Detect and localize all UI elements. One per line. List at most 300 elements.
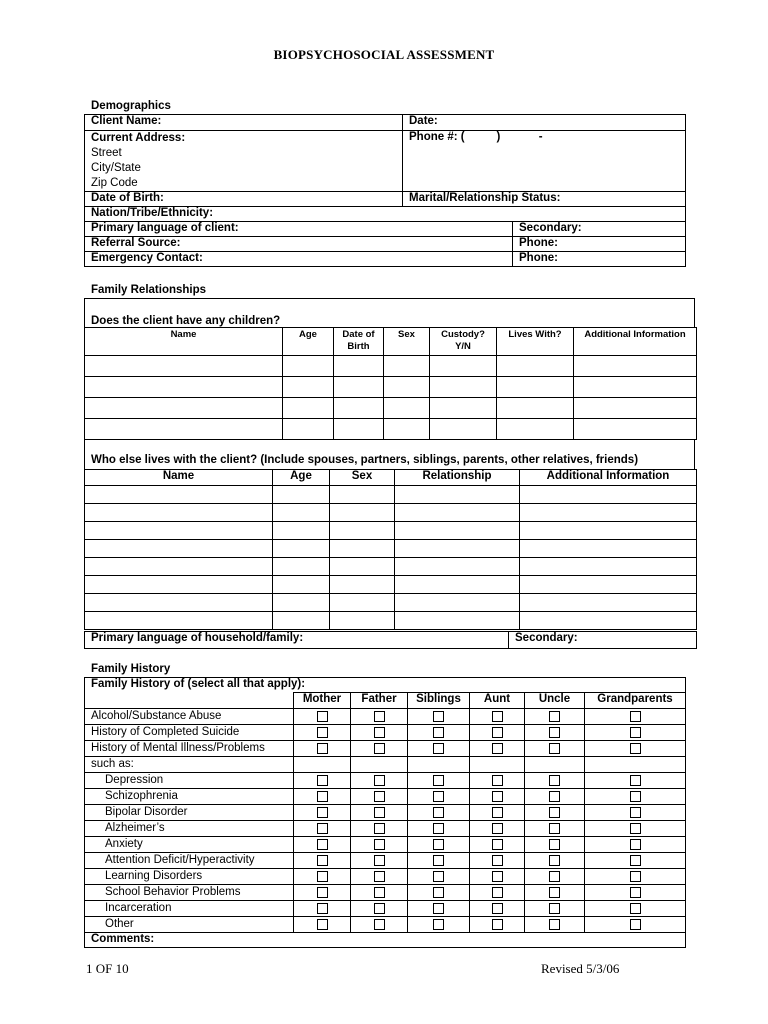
- checkbox[interactable]: [433, 807, 444, 818]
- checkbox[interactable]: [317, 903, 328, 914]
- children-cell[interactable]: [334, 356, 384, 377]
- checkbox[interactable]: [374, 871, 385, 882]
- household-cell[interactable]: [395, 540, 520, 558]
- checkbox[interactable]: [630, 855, 641, 866]
- children-row: [85, 419, 697, 440]
- client-name-field[interactable]: Client Name:: [85, 115, 403, 131]
- history-cell: [585, 805, 686, 821]
- checkbox[interactable]: [630, 743, 641, 754]
- checkbox[interactable]: [317, 775, 328, 786]
- checkbox[interactable]: [317, 871, 328, 882]
- history-cell: [585, 789, 686, 805]
- history-cell: [470, 837, 525, 853]
- date-of-birth-field[interactable]: Date of Birth:: [85, 192, 403, 207]
- household-cell[interactable]: [330, 576, 395, 594]
- history-row-label: History of Mental Illness/Problems: [85, 741, 294, 757]
- children-col-age: Age: [283, 328, 334, 356]
- checkbox[interactable]: [492, 855, 503, 866]
- children-cell[interactable]: [334, 419, 384, 440]
- checkbox[interactable]: [630, 839, 641, 850]
- household-row: [85, 612, 697, 630]
- others-col-sex: Sex: [330, 470, 395, 486]
- history-row: [85, 757, 686, 773]
- history-cell: [525, 741, 585, 757]
- checkbox[interactable]: [374, 919, 385, 930]
- household-cell[interactable]: [273, 486, 330, 504]
- checkbox[interactable]: [549, 743, 560, 754]
- household-cell[interactable]: [330, 486, 395, 504]
- history-cell: [585, 885, 686, 901]
- history-cell: [585, 709, 686, 725]
- history-cell: [408, 885, 470, 901]
- history-cell: [585, 917, 686, 933]
- checkbox[interactable]: [374, 887, 385, 898]
- checkbox[interactable]: [374, 743, 385, 754]
- children-col-dob: Date of Birth: [334, 328, 384, 356]
- history-cell: [525, 869, 585, 885]
- household-cell[interactable]: [520, 522, 697, 540]
- checkbox[interactable]: [374, 807, 385, 818]
- history-cell: [470, 885, 525, 901]
- children-cell[interactable]: [384, 419, 430, 440]
- history-cell: [294, 917, 351, 933]
- history-cell: [351, 917, 408, 933]
- checkbox[interactable]: [549, 807, 560, 818]
- history-cell: [294, 901, 351, 917]
- children-row: [85, 377, 697, 398]
- household-row: [85, 558, 697, 576]
- household-cell[interactable]: [85, 558, 273, 576]
- children-col-sex: Sex: [384, 328, 430, 356]
- current-address-label: Current Address:: [91, 132, 186, 144]
- household-cell[interactable]: [330, 540, 395, 558]
- history-row-label: Depression: [85, 773, 294, 789]
- checkbox[interactable]: [374, 903, 385, 914]
- children-row: [85, 398, 697, 419]
- household-cell[interactable]: [520, 612, 697, 630]
- children-cell[interactable]: [384, 356, 430, 377]
- checkbox[interactable]: [549, 903, 560, 914]
- children-cell[interactable]: [574, 398, 697, 419]
- checkbox[interactable]: [549, 791, 560, 802]
- emergency-contact-field[interactable]: Emergency Contact:: [85, 252, 513, 267]
- checkbox[interactable]: [433, 887, 444, 898]
- history-cell: [525, 901, 585, 917]
- history-cell: [408, 741, 470, 757]
- history-row: [85, 741, 686, 757]
- children-cell[interactable]: [283, 377, 334, 398]
- history-cell: [294, 789, 351, 805]
- history-cell: [408, 805, 470, 821]
- others-question: Who else lives with the client? (Include spouses, partners, siblings, parents, other relatives, friends): [91, 454, 639, 466]
- checkbox[interactable]: [433, 791, 444, 802]
- checkbox[interactable]: [374, 775, 385, 786]
- children-cell[interactable]: [85, 356, 283, 377]
- children-cell[interactable]: [430, 398, 497, 419]
- checkbox[interactable]: [630, 711, 641, 722]
- checkbox[interactable]: [433, 855, 444, 866]
- household-cell[interactable]: [330, 522, 395, 540]
- history-cell: [408, 837, 470, 853]
- children-col-additional: Additional Information: [574, 328, 697, 356]
- household-cell[interactable]: [273, 612, 330, 630]
- checkbox[interactable]: [630, 791, 641, 802]
- household-cell[interactable]: [330, 594, 395, 612]
- children-row: [85, 356, 697, 377]
- household-cell[interactable]: [273, 504, 330, 522]
- history-cell: [585, 757, 686, 773]
- children-cell[interactable]: [430, 419, 497, 440]
- household-cell[interactable]: [395, 486, 520, 504]
- history-row-label: such as:: [85, 757, 294, 773]
- household-cell[interactable]: [520, 594, 697, 612]
- history-row: [85, 821, 686, 837]
- history-cell: [408, 869, 470, 885]
- checkbox[interactable]: [549, 855, 560, 866]
- others-col-additional: Additional Information: [520, 470, 697, 486]
- household-cell[interactable]: [85, 576, 273, 594]
- history-cell: [585, 837, 686, 853]
- children-cell[interactable]: [574, 356, 697, 377]
- demographics-table: [84, 114, 686, 267]
- history-cell: [525, 821, 585, 837]
- checkbox[interactable]: [492, 839, 503, 850]
- referral-source-field[interactable]: Referral Source:: [85, 237, 513, 252]
- revised-date: Revised 5/3/06: [541, 961, 620, 976]
- history-cell: [585, 773, 686, 789]
- children-table: [84, 327, 697, 440]
- others-box: [84, 439, 695, 469]
- history-cell: [294, 885, 351, 901]
- history-cell: [525, 709, 585, 725]
- history-col-aunt: Aunt: [470, 693, 525, 709]
- family-relationships-heading: Family Relationships: [91, 284, 207, 296]
- checkbox[interactable]: [433, 903, 444, 914]
- history-cell: [585, 725, 686, 741]
- history-cell: [470, 853, 525, 869]
- household-cell[interactable]: [273, 522, 330, 540]
- household-cell[interactable]: [330, 558, 395, 576]
- history-cell: [351, 853, 408, 869]
- checkbox[interactable]: [433, 919, 444, 930]
- comments-row: [85, 933, 686, 948]
- checkbox[interactable]: [492, 711, 503, 722]
- others-col-relationship: Relationship: [395, 470, 520, 486]
- children-col-custody: Custody? Y/N: [430, 328, 497, 356]
- children-cell[interactable]: [430, 356, 497, 377]
- history-row-label: Anxiety: [85, 837, 294, 853]
- comments-field[interactable]: Comments:: [85, 933, 686, 948]
- others-col-age: Age: [273, 470, 330, 486]
- checkbox[interactable]: [549, 823, 560, 834]
- household-cell[interactable]: [330, 612, 395, 630]
- history-cell: [351, 869, 408, 885]
- checkbox[interactable]: [549, 887, 560, 898]
- checkbox[interactable]: [492, 823, 503, 834]
- others-table: [84, 469, 697, 630]
- street-label: Street: [91, 147, 122, 159]
- checkbox[interactable]: [317, 791, 328, 802]
- household-cell[interactable]: [520, 540, 697, 558]
- history-cell: [408, 757, 470, 773]
- checkbox[interactable]: [317, 919, 328, 930]
- history-cell: [470, 741, 525, 757]
- checkbox[interactable]: [549, 919, 560, 930]
- history-cell: [351, 757, 408, 773]
- checkbox[interactable]: [492, 871, 503, 882]
- checkbox[interactable]: [374, 791, 385, 802]
- checkbox[interactable]: [433, 871, 444, 882]
- checkbox[interactable]: [549, 711, 560, 722]
- checkbox[interactable]: [549, 871, 560, 882]
- children-box: [84, 298, 695, 327]
- history-cell: [585, 901, 686, 917]
- household-cell[interactable]: [330, 504, 395, 522]
- history-cell: [470, 869, 525, 885]
- children-cell[interactable]: [574, 419, 697, 440]
- history-cell: [351, 885, 408, 901]
- history-cell: [525, 805, 585, 821]
- history-row-label: School Behavior Problems: [85, 885, 294, 901]
- history-cell: [294, 837, 351, 853]
- household-cell[interactable]: [395, 522, 520, 540]
- household-row: [85, 504, 697, 522]
- checkbox[interactable]: [492, 727, 503, 738]
- history-cell: [351, 709, 408, 725]
- history-cell: [351, 805, 408, 821]
- children-cell[interactable]: [334, 398, 384, 419]
- checkbox[interactable]: [317, 711, 328, 722]
- history-cell: [351, 901, 408, 917]
- history-cell: [525, 725, 585, 741]
- household-cell[interactable]: [395, 558, 520, 576]
- checkbox[interactable]: [492, 903, 503, 914]
- secondary-language-field[interactable]: Secondary:: [513, 222, 686, 237]
- history-cell: [585, 869, 686, 885]
- city-state-label: City/State: [91, 162, 141, 174]
- history-cell: [525, 773, 585, 789]
- checkbox[interactable]: [630, 727, 641, 738]
- checkbox[interactable]: [492, 807, 503, 818]
- household-cell[interactable]: [85, 612, 273, 630]
- checkbox[interactable]: [374, 823, 385, 834]
- history-row-label: Attention Deficit/Hyperactivity: [85, 853, 294, 869]
- checkbox[interactable]: [630, 919, 641, 930]
- page-title: BIOPSYCHOSOCIAL ASSESSMENT: [273, 47, 495, 62]
- history-cell: [408, 821, 470, 837]
- phone-field[interactable]: Phone #: ( ) -: [403, 131, 686, 192]
- history-cell: [408, 789, 470, 805]
- history-cell: [525, 917, 585, 933]
- history-cell: [408, 725, 470, 741]
- checkbox[interactable]: [549, 775, 560, 786]
- history-cell: [351, 725, 408, 741]
- history-cell: [470, 821, 525, 837]
- history-row: [85, 805, 686, 821]
- household-cell[interactable]: [85, 594, 273, 612]
- checkbox[interactable]: [317, 807, 328, 818]
- household-cell[interactable]: [273, 594, 330, 612]
- history-cell: [351, 741, 408, 757]
- checkbox[interactable]: [492, 791, 503, 802]
- history-row: [85, 869, 686, 885]
- history-cell: [294, 741, 351, 757]
- children-cell[interactable]: [497, 377, 574, 398]
- primary-language-field[interactable]: Primary language of client:: [85, 222, 513, 237]
- children-cell[interactable]: [283, 356, 334, 377]
- history-cell: [525, 757, 585, 773]
- history-row: [85, 837, 686, 853]
- history-cell: [351, 837, 408, 853]
- checkbox[interactable]: [374, 711, 385, 722]
- checkbox[interactable]: [630, 823, 641, 834]
- history-row: [85, 725, 686, 741]
- history-cell: [525, 853, 585, 869]
- family-history-select-label: Family History of (select all that apply):: [85, 678, 686, 693]
- children-cell[interactable]: [497, 356, 574, 377]
- children-cell[interactable]: [85, 377, 283, 398]
- history-cell: [470, 789, 525, 805]
- children-cell[interactable]: [85, 419, 283, 440]
- household-cell[interactable]: [85, 504, 273, 522]
- history-row: [85, 901, 686, 917]
- children-cell[interactable]: [497, 419, 574, 440]
- household-cell[interactable]: [273, 576, 330, 594]
- household-cell[interactable]: [85, 522, 273, 540]
- checkbox[interactable]: [630, 871, 641, 882]
- checkbox[interactable]: [317, 743, 328, 754]
- checkbox[interactable]: [630, 775, 641, 786]
- history-cell: [585, 821, 686, 837]
- checkbox[interactable]: [630, 887, 641, 898]
- household-cell[interactable]: [85, 486, 273, 504]
- history-cell: [408, 773, 470, 789]
- history-cell: [470, 709, 525, 725]
- checkbox[interactable]: [630, 903, 641, 914]
- household-secondary-field[interactable]: Secondary:: [509, 632, 697, 649]
- household-cell[interactable]: [520, 558, 697, 576]
- checkbox[interactable]: [374, 839, 385, 850]
- history-row: [85, 709, 686, 725]
- history-row: [85, 789, 686, 805]
- history-cell: [585, 741, 686, 757]
- history-col-father: Father: [351, 693, 408, 709]
- history-cell: [525, 789, 585, 805]
- history-col-siblings: Siblings: [408, 693, 470, 709]
- checkbox[interactable]: [317, 855, 328, 866]
- history-cell: [470, 773, 525, 789]
- children-cell[interactable]: [283, 419, 334, 440]
- checkbox[interactable]: [317, 823, 328, 834]
- history-cell: [294, 757, 351, 773]
- checkbox[interactable]: [492, 775, 503, 786]
- nation-tribe-ethnicity-field[interactable]: Nation/Tribe/Ethnicity:: [85, 207, 686, 222]
- checkbox[interactable]: [492, 919, 503, 930]
- checkbox[interactable]: [549, 727, 560, 738]
- family-history-heading: Family History: [91, 663, 171, 675]
- children-col-lives-with: Lives With?: [497, 328, 574, 356]
- referral-phone-field[interactable]: Phone:: [513, 237, 686, 252]
- checkbox[interactable]: [433, 743, 444, 754]
- checkbox[interactable]: [374, 855, 385, 866]
- history-cell: [351, 821, 408, 837]
- history-row-label: Other: [85, 917, 294, 933]
- history-row-label: Learning Disorders: [85, 869, 294, 885]
- history-header-spacer: [85, 693, 294, 709]
- children-cell[interactable]: [283, 398, 334, 419]
- checkbox[interactable]: [492, 743, 503, 754]
- checkbox[interactable]: [374, 727, 385, 738]
- history-cell: [351, 789, 408, 805]
- checkbox[interactable]: [433, 727, 444, 738]
- children-cell[interactable]: [430, 377, 497, 398]
- household-cell[interactable]: [395, 612, 520, 630]
- household-row: [85, 486, 697, 504]
- checkbox[interactable]: [433, 711, 444, 722]
- page-number: 1 OF 10: [86, 961, 129, 976]
- household-cell[interactable]: [395, 576, 520, 594]
- checkbox[interactable]: [433, 775, 444, 786]
- history-cell: [408, 853, 470, 869]
- history-cell: [470, 757, 525, 773]
- checkbox[interactable]: [433, 823, 444, 834]
- history-cell: [585, 853, 686, 869]
- household-cell[interactable]: [520, 486, 697, 504]
- history-row: [85, 917, 686, 933]
- zip-code-label: Zip Code: [91, 177, 138, 189]
- children-cell[interactable]: [384, 398, 430, 419]
- checkbox[interactable]: [630, 807, 641, 818]
- date-field[interactable]: Date:: [403, 115, 686, 131]
- history-cell: [408, 709, 470, 725]
- household-row: [85, 522, 697, 540]
- emergency-phone-field[interactable]: Phone:: [513, 252, 686, 267]
- household-cell[interactable]: [520, 576, 697, 594]
- children-question: Does the client have any children?: [91, 315, 281, 327]
- household-cell[interactable]: [85, 540, 273, 558]
- household-cell[interactable]: [395, 594, 520, 612]
- history-cell: [525, 837, 585, 853]
- history-cell: [408, 901, 470, 917]
- children-cell[interactable]: [497, 398, 574, 419]
- household-cell[interactable]: [273, 558, 330, 576]
- children-cell[interactable]: [334, 377, 384, 398]
- checkbox[interactable]: [549, 839, 560, 850]
- history-cell: [294, 709, 351, 725]
- household-language-field[interactable]: Primary language of household/family:: [85, 632, 509, 649]
- marital-status-field[interactable]: Marital/Relationship Status:: [403, 192, 686, 207]
- checkbox[interactable]: [492, 887, 503, 898]
- children-cell[interactable]: [85, 398, 283, 419]
- history-cell: [408, 917, 470, 933]
- household-cell[interactable]: [395, 504, 520, 522]
- history-cell: [294, 853, 351, 869]
- children-cell[interactable]: [384, 377, 430, 398]
- history-row: [85, 885, 686, 901]
- checkbox[interactable]: [433, 839, 444, 850]
- checkbox[interactable]: [317, 839, 328, 850]
- household-cell[interactable]: [520, 504, 697, 522]
- current-address-field[interactable]: [85, 131, 403, 192]
- children-col-name: Name: [85, 328, 283, 356]
- demographics-heading: Demographics: [91, 100, 171, 112]
- children-cell[interactable]: [574, 377, 697, 398]
- history-row: [85, 773, 686, 789]
- household-cell[interactable]: [273, 540, 330, 558]
- history-cell: [351, 773, 408, 789]
- checkbox[interactable]: [317, 727, 328, 738]
- checkbox[interactable]: [317, 887, 328, 898]
